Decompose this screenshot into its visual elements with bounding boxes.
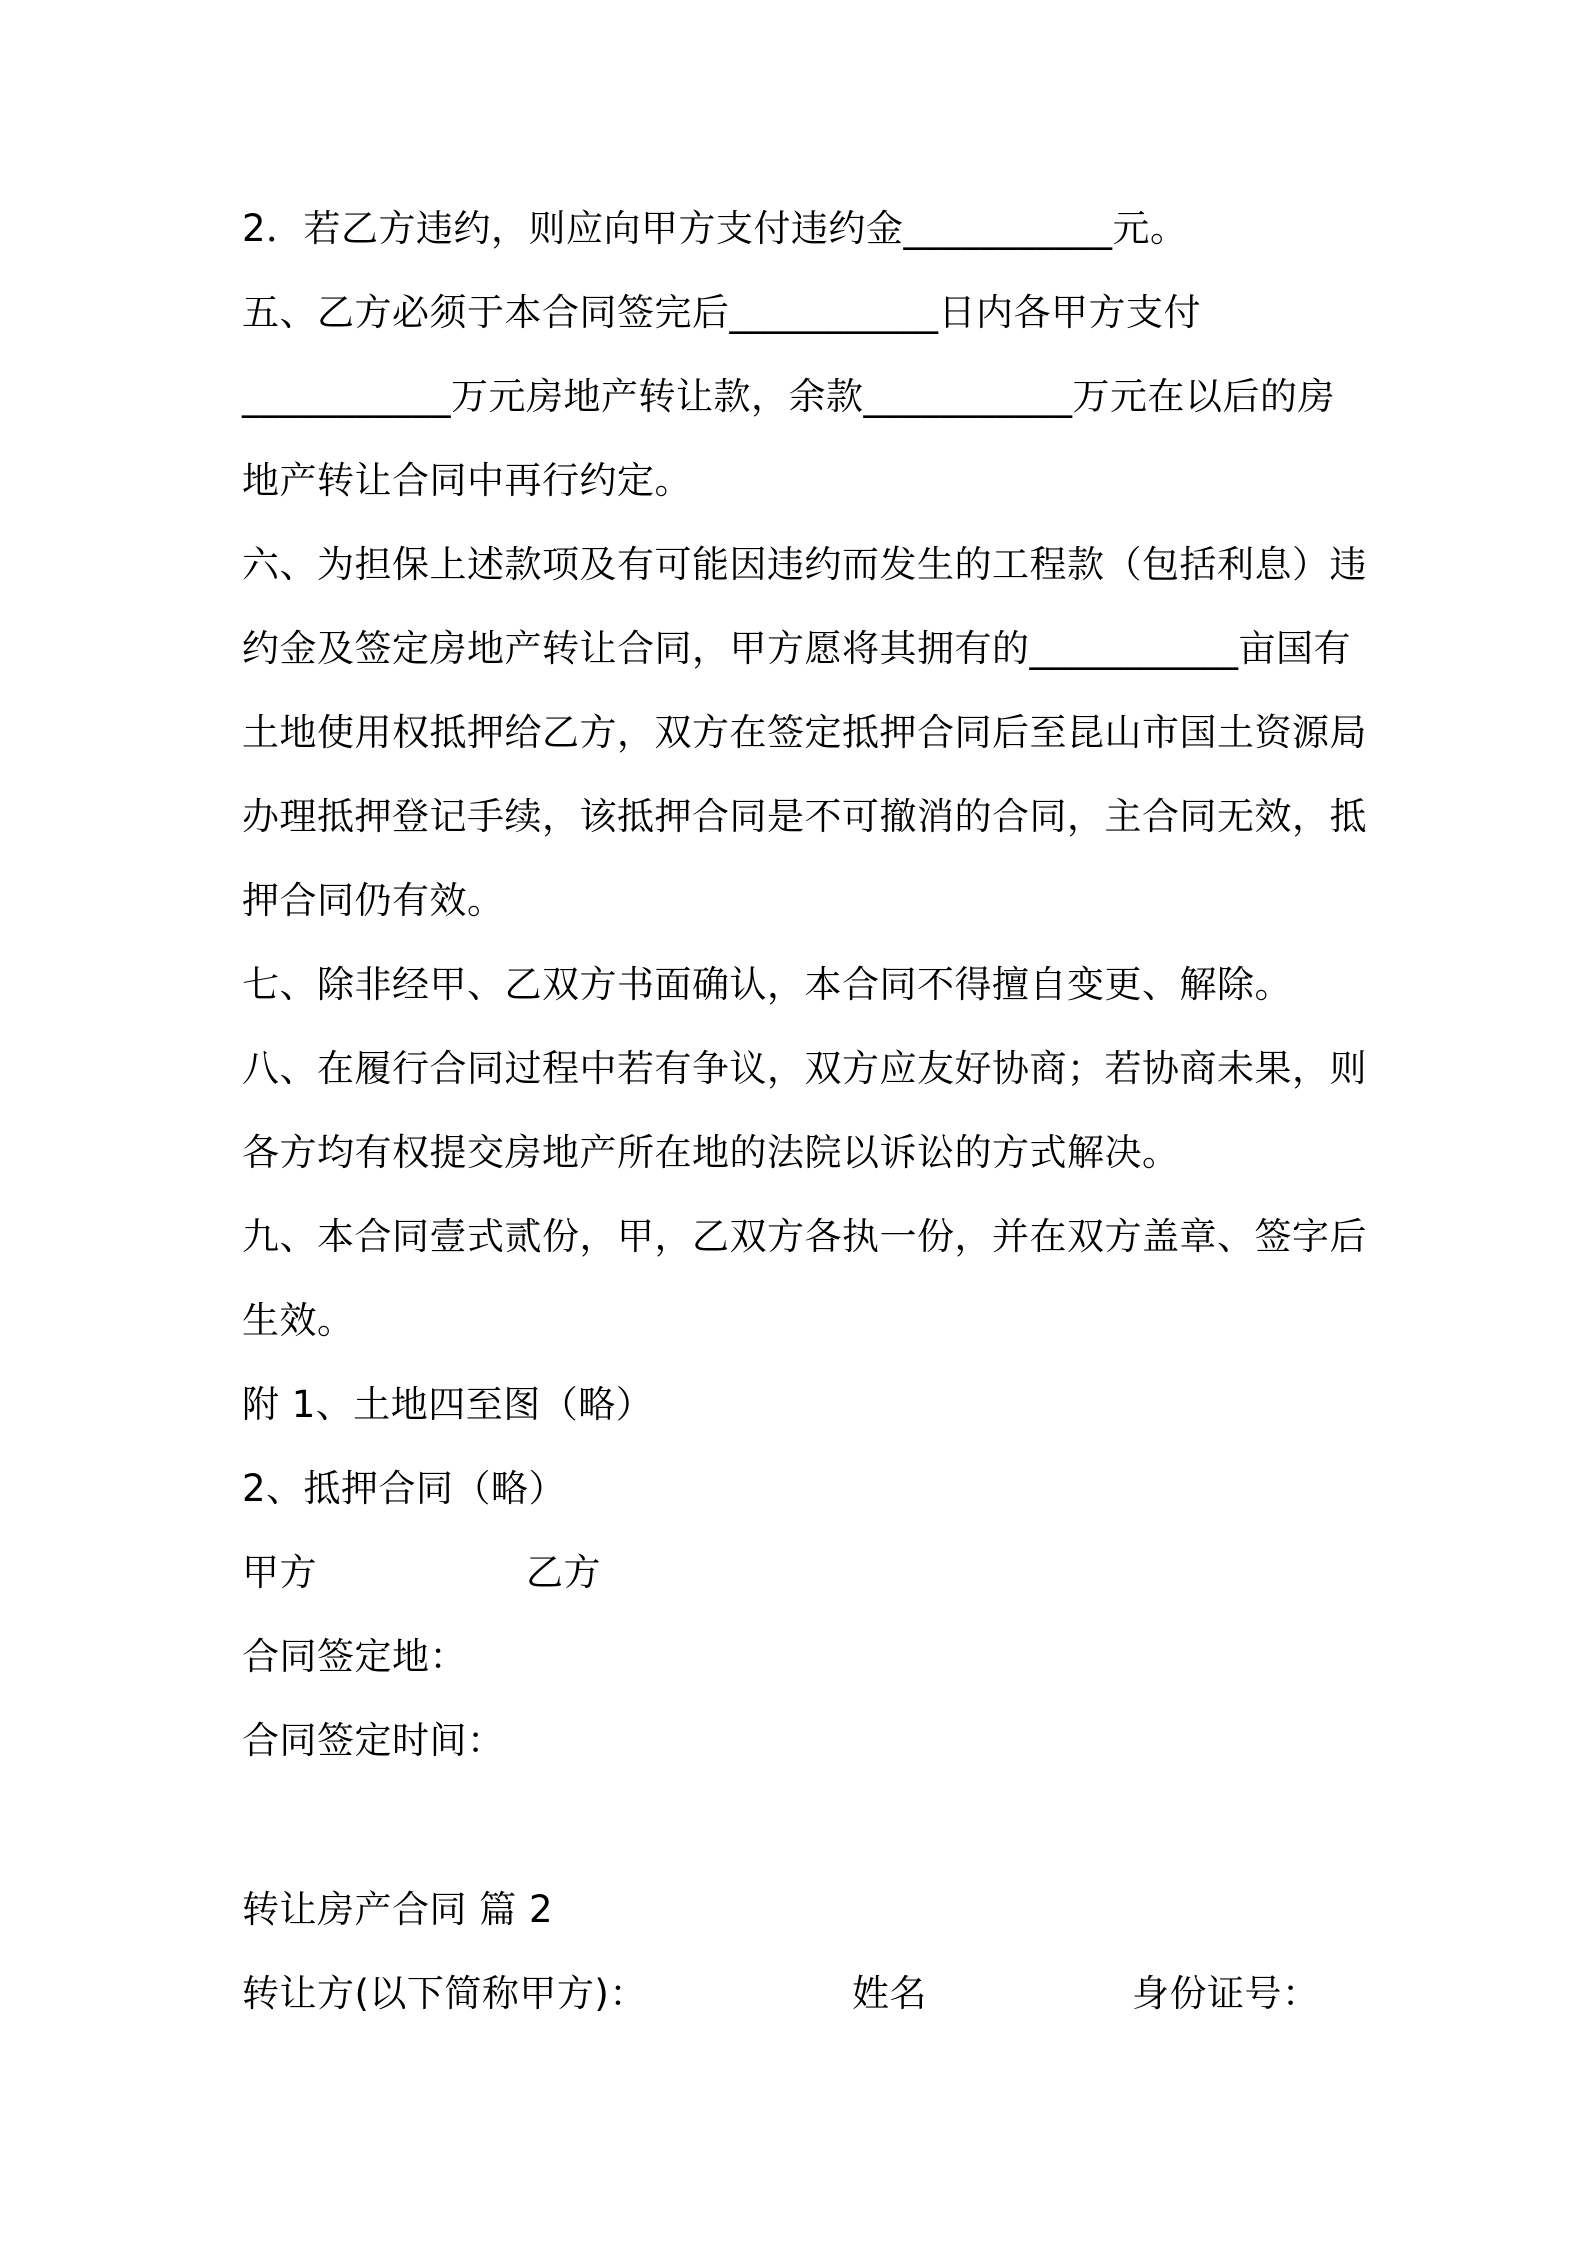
text-line: 办理抵押登记手续，该抵押合同是不可撤消的合同，主合同无效，抵	[242, 795, 1367, 838]
text-line-clause-8: 八、在履行合同过程中若有争议，双方应友好协商；若协商未果，则	[242, 1047, 1367, 1090]
transferor-label: 转让方(以下简称甲方)：	[242, 1972, 647, 2015]
text-line-clause-7: 七、除非经甲、乙双方书面确认，本合同不得擅自变更、解除。	[242, 963, 1292, 1006]
section-title: 转让房产合同 篇 2	[242, 1888, 554, 1931]
text-line-clause-6: 六、为担保上述款项及有可能因违约而发生的工程款（包括利息）违	[242, 543, 1367, 586]
text-line-attachment-1: 附 1、土地四至图（略）	[242, 1383, 654, 1426]
text-line: 各方均有权提交房地产所在地的法院以诉讼的方式解决。	[242, 1131, 1180, 1174]
text-line-attachment-2: 2、抵押合同（略）	[242, 1467, 567, 1510]
id-number-label: 身份证号：	[1132, 1972, 1320, 2015]
sign-time-label: 合同签定时间：	[242, 1719, 505, 1762]
party-b-label: 乙方	[526, 1551, 601, 1594]
text-line-clause-9: 九、本合同壹式贰份，甲，乙双方各执一份，并在双方盖章、签字后	[242, 1215, 1367, 1258]
text-line: 约金及签定房地产转让合同，甲方愿将其拥有的___________亩国有	[242, 627, 1351, 670]
text-line-clause-5: 五、乙方必须于本合同签完后___________日内各甲方支付	[242, 291, 1201, 334]
text-line: 地产转让合同中再行约定。	[242, 459, 692, 502]
text-line-penalty: 2．若乙方违约，则应向甲方支付违约金___________元。	[242, 207, 1188, 250]
name-label: 姓名	[852, 1972, 927, 2015]
text-line: 生效。	[242, 1299, 355, 1342]
sign-place-label: 合同签定地：	[242, 1635, 467, 1678]
party-a-label: 甲方	[242, 1551, 317, 1594]
text-line: 土地使用权抵押给乙方，双方在签定抵押合同后至昆山市国土资源局	[242, 711, 1367, 754]
text-line: ___________万元房地产转让款，余款___________万元在以后的房	[242, 375, 1335, 418]
text-line: 押合同仍有效。	[242, 879, 505, 922]
